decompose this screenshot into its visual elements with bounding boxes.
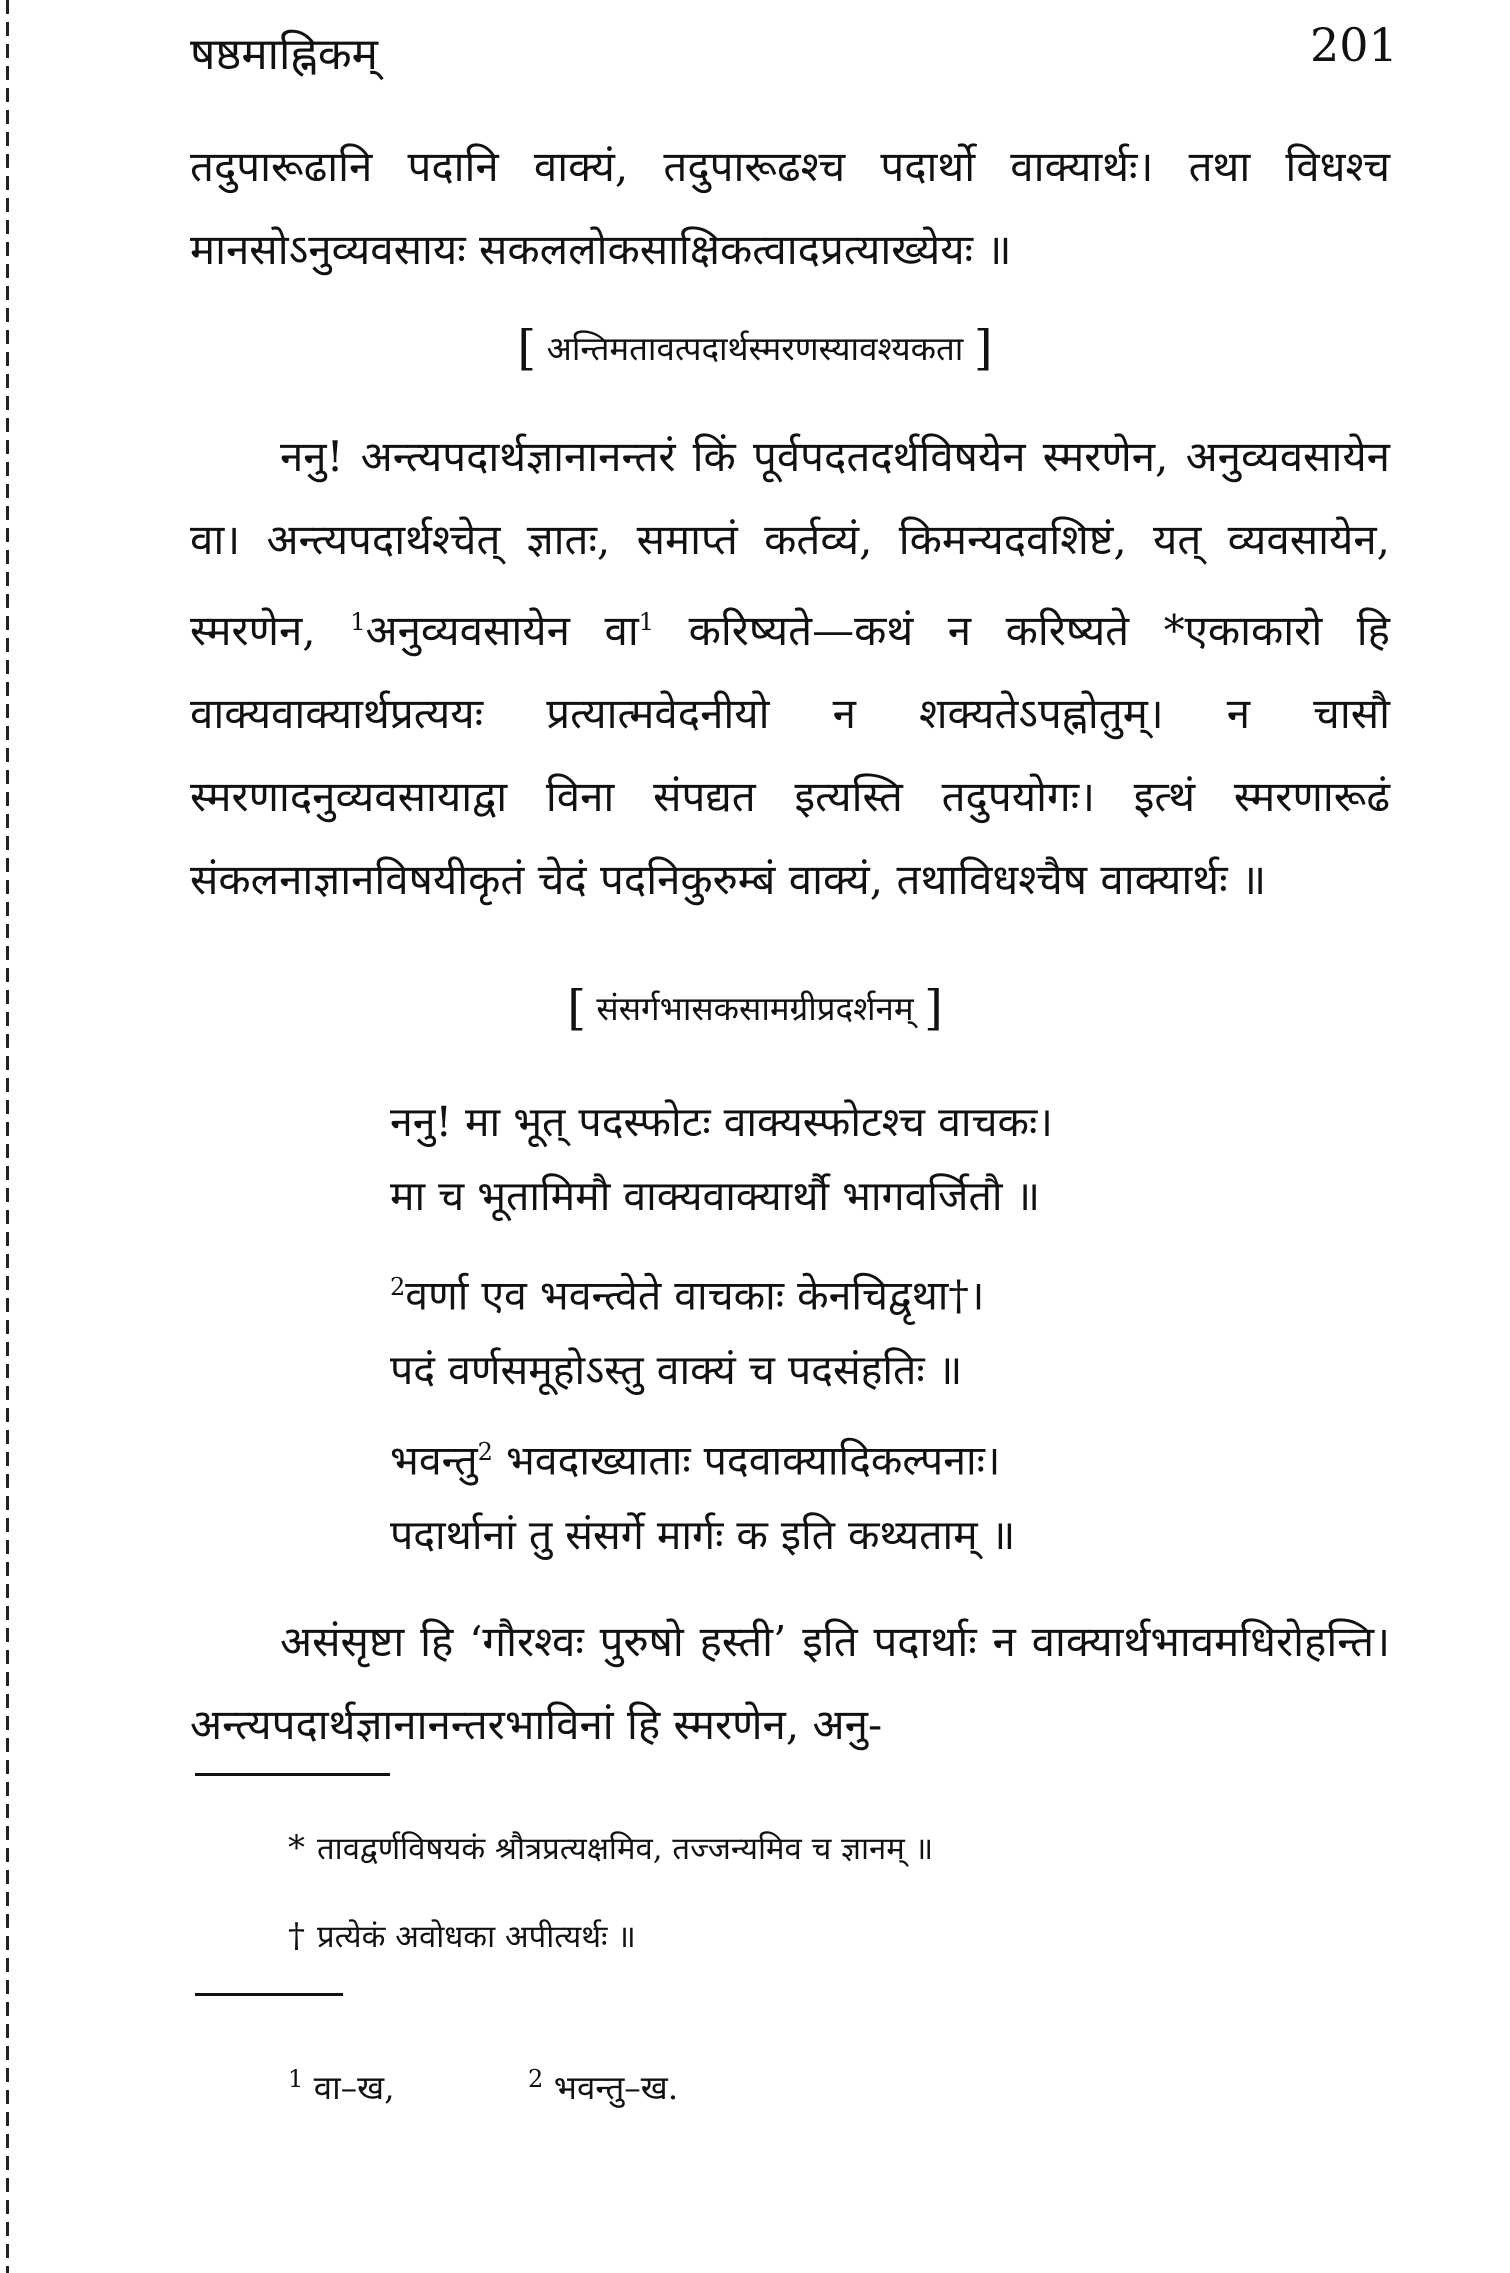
section-heading-1-text: अन्तिमतावत्पदार्थस्मरणस्यावश्यकता: [546, 329, 964, 368]
section-heading-2-text: संसर्गभासकसामग्रीप्रदर्शनम्: [596, 989, 914, 1028]
variant-divider: [195, 1993, 343, 1996]
page-number: 201: [1310, 18, 1398, 72]
section-heading-2: [0, 980, 1510, 1036]
variant-ref-2: 2: [390, 1273, 406, 1301]
footnote-text: प्रत्येकं अवोधका अपीत्यर्थः ॥: [317, 1919, 636, 1955]
variant-reading-1: [288, 2064, 395, 2109]
variant-ref-1: 1: [350, 608, 366, 636]
variant-ref-1-end: 1: [638, 608, 654, 636]
verse-line-text-rest: भवदाख्याताः पदवाक्यादिकल्पनाः।: [505, 1436, 1001, 1485]
variant-reading-2: [528, 2064, 678, 2109]
verse-3: [390, 1415, 1390, 1572]
section-1-paragraph-part2: करिष्यते—कथं न करिष्यते *एकाकारो हि वाक्यवाक्यार्थप्रत्ययः प्रत्यात्मवेदनीयो न शक्यतेऽपह्नोतुम्। न चासौ स्मरणादनुव्यवसायाद्वा विना संपद्यत इत्यस्ति तदुपयोगः। इत्थं स्मरणारूढं संकलनाज्ञानविषयीकृतं चेदं पदनिकुरुम्बं वाक्यं, तथाविधश्चैष वाक्यार्थः ॥: [190, 606, 1390, 904]
bracket-open: [: [517, 320, 537, 376]
footnote-mark: †: [288, 1916, 305, 1956]
verse-line: [390, 1250, 1390, 1333]
verse-2: [390, 1250, 1390, 1407]
bracket-open: [: [567, 980, 586, 1036]
verse-line: मा च भूतामिमौ वाक्यवाक्यार्थौ भागवर्जितौ ॥: [390, 1172, 1041, 1220]
verse-line: पदं वर्णसमूहोऽस्तु वाक्यं च पदसंहतिः ॥: [390, 1345, 963, 1394]
footnote-1: [288, 1827, 933, 1869]
verse-line-text: भवन्तु: [390, 1436, 478, 1485]
footnote-divider: [195, 1773, 390, 1776]
section-1-paragraph-part1: ननु! अन्त्यपदार्थज्ञानानन्तरं किं पूर्वपदतदर्थविषयेन स्मरणेन, अनुव्यवसायेन वा। अन्त्यपदार्थश्चेत् ज्ञातः, समाप्तं कर्तव्यं, किमन्यदवशिष्टं, यत् व्यवसायेन, स्मरणेन,: [190, 432, 1390, 655]
verse-line: ननु! मा भूत् पदस्फोटः वाक्यस्फोटश्च वाचकः।: [390, 1098, 1053, 1146]
verse-line: [390, 1415, 1390, 1498]
bracket-close: ]: [973, 320, 993, 376]
footnote-mark: *: [288, 1828, 305, 1868]
verse-1: [390, 1085, 1390, 1233]
variant-num: 2: [528, 2065, 544, 2093]
variant-text-1: अनुव्यवसायेन वा: [365, 606, 639, 655]
closing-paragraph: असंसृष्टा हि ‘गौरश्वः पुरुषो हस्ती’ इति पदार्थाः न वाक्यार्थभावमधिरोहन्ति। अन्त्यपदार्थज्ञानानन्तरभाविनां हि स्मरणेन, अनु-: [190, 1617, 1390, 1749]
variant-text: भवन्तु–ख.: [553, 2068, 679, 2107]
footnote-text: तावद्वर्णविषयकं श्रौत्रप्रत्यक्षमिव, तज्जन्यमिव च ज्ञानम् ॥: [317, 1831, 934, 1867]
verse-line-text: वर्णा एव भवन्त्वेते वाचकाः केनचिद्वृथा†।: [405, 1271, 985, 1320]
bracket-close: ]: [924, 980, 943, 1036]
running-header-title: षष्ठमाह्निकम्: [190, 29, 378, 80]
variant-num: 1: [288, 2065, 304, 2093]
variant-ref-2-end: 2: [477, 1438, 493, 1466]
footnote-2: [288, 1915, 636, 1957]
section-heading-1: [0, 320, 1510, 376]
section-1-paragraph: [190, 415, 1390, 921]
variant-text: वा–ख,: [313, 2068, 395, 2107]
verse-line: पदार्थानां तु संसर्गे मार्गः क इति कथ्यताम् ॥: [390, 1510, 1016, 1559]
opening-paragraph: तदुपारूढानि पदानि वाक्यं, तदुपारूढश्च पदार्थो वाक्यार्थः। तथा विधश्च मानसोऽनुव्यवसायः सकललोकसाक्षिकत्वादप्रत्याख्येयः ॥: [190, 142, 1390, 274]
